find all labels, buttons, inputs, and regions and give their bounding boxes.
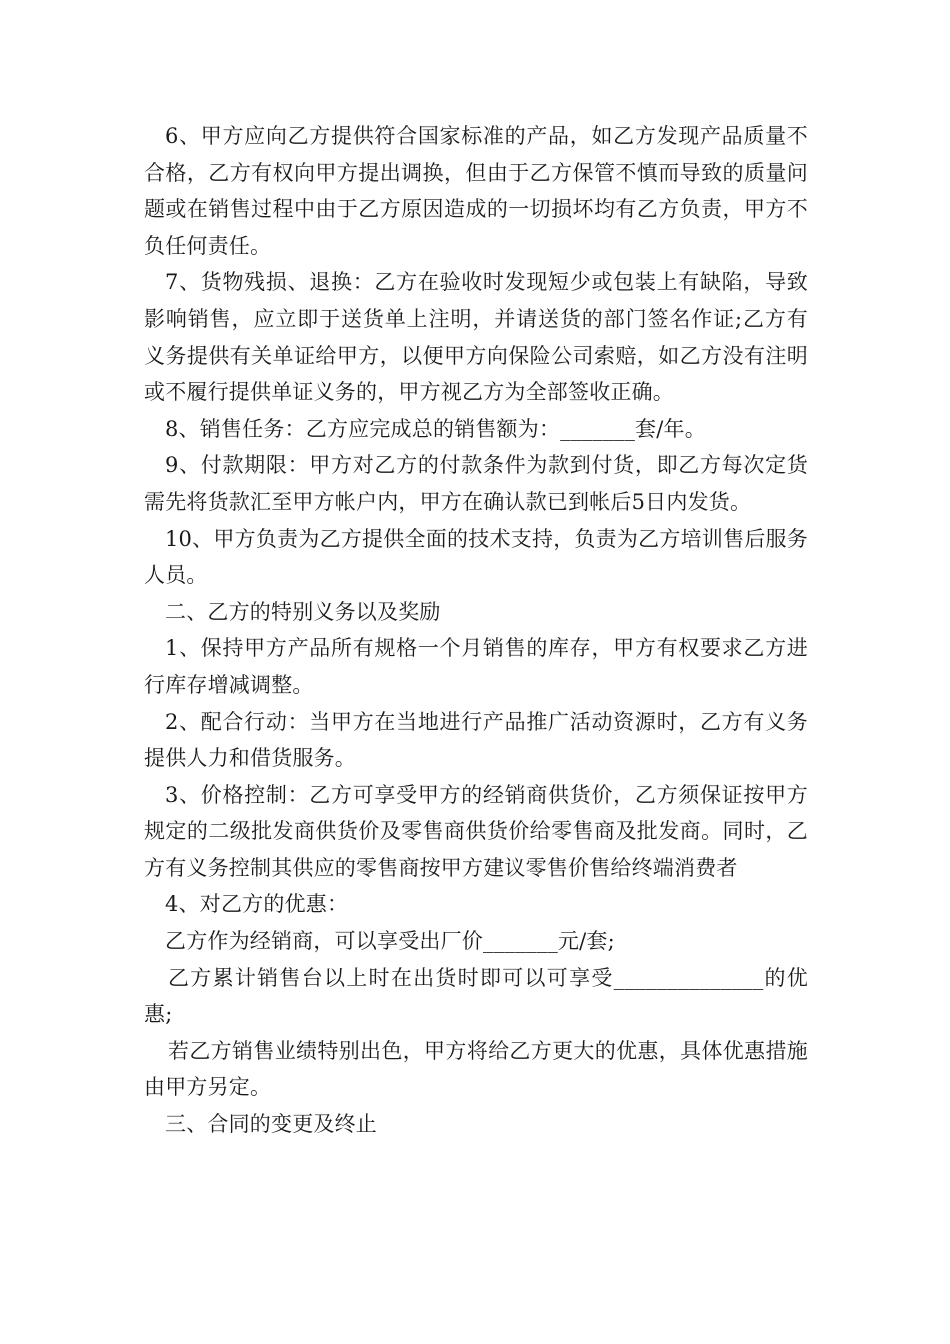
clause-7: 7、货物残损、退换：乙方在验收时发现短少或包装上有缺陷，导致影响销售，应立即于送货单上注明，并请送货的部门签名作证;乙方有义务提供有关单证给甲方，以便甲方向保险公司索赔，如乙方没有注明或不履行提供单证义务的，甲方视乙方为全部签收正确。 [144, 270, 808, 405]
discount-price: 乙方作为经销商，可以享受出厂价_______元/套; [165, 929, 615, 954]
clause-10: 10、甲方负责为乙方提供全面的技术支持，负责为乙方培训售后服务人员。 [144, 526, 808, 588]
obligation-2: 2、配合行动：当甲方在当地进行产品推广活动资源时，乙方有义务提供人力和借货服务。 [144, 709, 808, 771]
obligation-3: 3、价格控制：乙方可享受甲方的经销商供货价，乙方须保证按甲方规定的二级批发商供货价及零售商供货价给零售商及批发商。同时，乙方有义务控制其供应的零售商按甲方建议零售价售给终端消费者 [144, 782, 808, 880]
document-body [144, 118, 808, 1143]
clause-6: 6、甲方应向乙方提供符合国家标准的产品，如乙方发现产品质量不合格，乙方有权向甲方提出调换，但由于乙方保管不慎而导致的质量问题或在销售过程中由于乙方原因造成的一切损坏均有乙方负责，甲方不负任何责任。 [144, 124, 808, 258]
obligation-1: 1、保持甲方产品所有规格一个月销售的库存，甲方有权要求乙方进行库存增减调整。 [144, 636, 808, 697]
clause-8: 8、销售任务：乙方应完成总的销售额为：_______套/年。 [165, 416, 706, 441]
discount-volume: 乙方累计销售台以上时在出货时即可以可享受______________的优惠; [144, 965, 808, 1027]
discount-performance: 若乙方销售业绩特别出色，甲方将给乙方更大的优惠，具体优惠措施由甲方另定。 [144, 1038, 808, 1100]
obligation-4: 4、对乙方的优惠： [165, 892, 349, 917]
clause-9: 9、付款期限：甲方对乙方的付款条件为款到付货，即乙方每次定货需先将货款汇至甲方帐户内，甲方在确认款已到帐后5日内发货。 [144, 453, 808, 514]
section-heading-2: 二、乙方的特别义务以及奖励 [165, 599, 441, 624]
section-heading-3: 三、合同的变更及终止 [165, 1112, 377, 1137]
